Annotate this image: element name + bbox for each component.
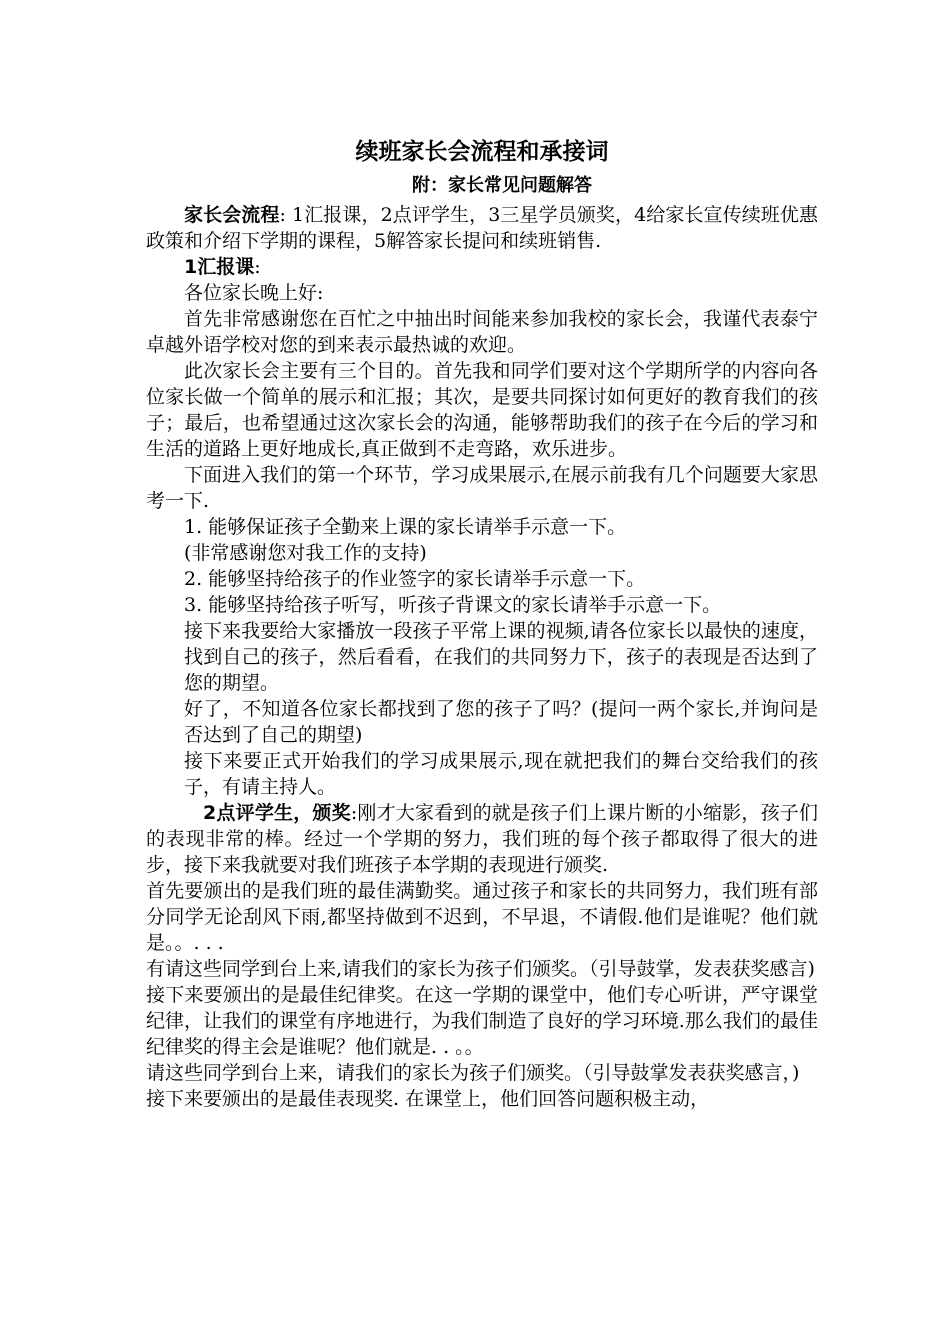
- stage-paragraph: 接下来要正式开始我们的学习成果展示,现在就把我们的舞台交给我们的孩子，有请主持人。: [184, 750, 818, 798]
- flow-label: 家长会流程: [184, 204, 280, 226]
- award-performance-paragraph: 接下来要颁出的是最佳表现奖. 在课堂上，他们回答问题积极主动，: [146, 1088, 710, 1110]
- section1-heading-suffix: :: [254, 256, 261, 278]
- document-subtitle: 附：家长常见问题解答: [412, 175, 592, 196]
- document-title: 续班家长会流程和承接词: [355, 139, 609, 165]
- purpose-paragraph: 此次家长会主要有三个目的。首先我和同学们要对这个学期所学的内容向各位家长做一个简单的展示和汇报；其次，是要共同探讨如何更好的教育我们的孩子；最后，也希望通过这次家长会的沟通，能够帮助我们的孩子在今后的学习和生活的道路上更好地成长,真正做到不走弯路，欢乐进步。: [146, 360, 818, 460]
- document-page: [146, 132, 818, 1112]
- question-1: 1. 能够保证孩子全勤来上课的家长请举手示意一下。: [184, 516, 627, 538]
- video-paragraph: 接下来我要给大家播放一段孩子平常上课的视频,请各位家长以最快的速度，找到自己的孩子，然后看看，在我们的共同努力下，孩子的表现是否达到了您的期望。: [184, 620, 818, 694]
- section2-paragraph: [146, 800, 818, 878]
- section1-heading: [146, 254, 818, 280]
- award-attendance-paragraph: 首先要颁出的是我们班的最佳满勤奖。通过孩子和家长的共同努力，我们班有部分同学无论刮风下雨,都坚持做到不迟到，不早退，不请假.他们是谁呢？他们就是。。. . .: [146, 880, 818, 954]
- flow-paragraph: [146, 202, 818, 254]
- award-discipline-invite: 请这些同学到台上来，请我们的家长为孩子们颁奖。（引导鼓掌发表获奖感言，): [146, 1062, 800, 1084]
- thanks-paragraph: 首先非常感谢您在百忙之中抽出时间能来参加我校的家长会，我谨代表泰宁卓越外语学校对您的到来表示最热诚的欢迎。: [146, 308, 818, 356]
- section2-heading: 2点评学生，颁奖: [203, 802, 351, 824]
- greeting-paragraph: 各位家长晚上好:: [184, 282, 324, 304]
- question-1-note: (非常感谢您对我工作的支持): [184, 542, 427, 564]
- question-3: 3. 能够坚持给孩子听写，听孩子背课文的家长请举手示意一下。: [184, 594, 722, 616]
- flow-text: : 1汇报课，2点评学生，3三星学员颁奖，4给家长宣传续班优惠政策和介绍下学期的课程，5解答家长提问和续班销售.: [146, 204, 818, 252]
- award-discipline-paragraph: 接下来要颁出的是最佳纪律奖。在这一学期的课堂中，他们专心听讲，严守课堂纪律，让我们的课堂有序地进行，为我们制造了良好的学习环境.那么我们的最佳纪律奖的得主会是谁呢？他们就是. . 。。: [146, 984, 818, 1058]
- section2-text: :刚才大家看到的就是孩子们上课片断的小缩影，孩子们的表现非常的棒。经过一个学期的努力，我们班的每个孩子都取得了很大的进步，接下来我就要对我们班孩子本学期的表现进行颁奖.: [146, 802, 818, 876]
- next-step-paragraph: 下面进入我们的第一个环节，学习成果展示,在展示前我有几个问题要大家思考一下.: [146, 464, 818, 512]
- section1-heading-text: 1汇报课: [184, 256, 255, 278]
- question-2: 2. 能够坚持给孩子的作业签字的家长请举手示意一下。: [184, 568, 646, 590]
- found-child-paragraph: 好了，不知道各位家长都找到了您的孩子了吗？(提问一两个家长,并询问是否达到了自己的期望): [184, 698, 818, 746]
- award-attendance-invite: 有请这些同学到台上来,请我们的家长为孩子们颁奖。（引导鼓掌，发表获奖感言): [146, 958, 815, 980]
